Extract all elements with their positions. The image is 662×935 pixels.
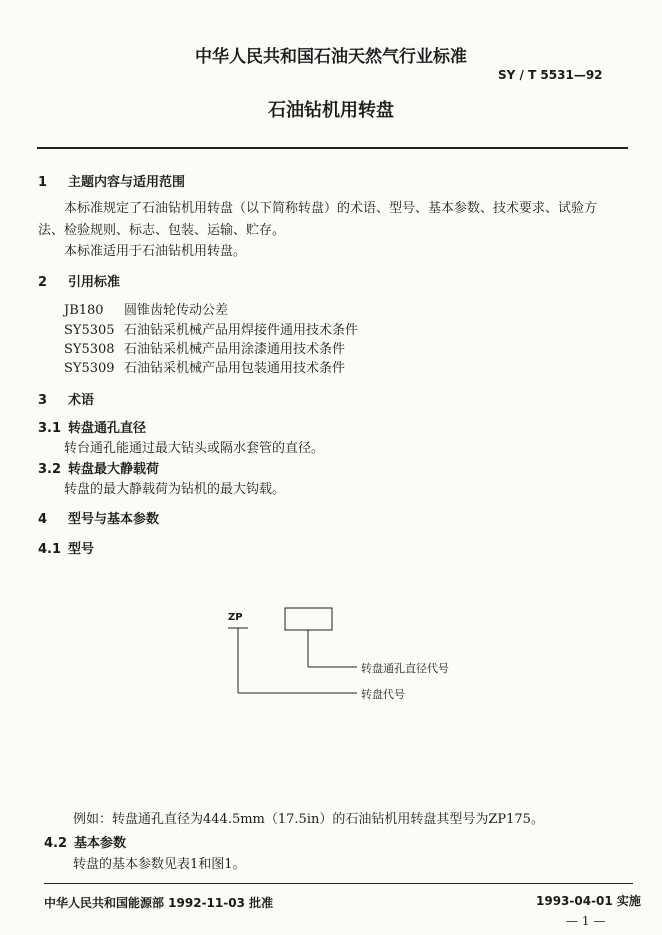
term-3-2-heading: 3.2 转盘最大静载荷 <box>38 462 160 477</box>
section-1-heading: 1 主题内容与适用范围 <box>38 175 186 190</box>
section-1-para-2: 本标准适用于石油钻机用转盘。 <box>64 244 247 259</box>
page-number: — 1 — <box>566 914 606 928</box>
bore-code-label: 转盘通孔直径代号 <box>361 662 449 675</box>
reference-item: SY5305 石油钻采机械产品用焊接件通用技术条件 <box>64 323 359 338</box>
standard-number: SY / T 5531—92 <box>498 68 603 82</box>
effective-date: 1993-04-01 实施 <box>536 894 641 908</box>
reference-item: SY5308 石油钻采机械产品用涂漆通用技术条件 <box>64 342 346 357</box>
section-4-1-heading: 4.1 型号 <box>38 542 95 557</box>
bore-code-box <box>285 608 332 630</box>
term-3-1-definition: 转台通孔能通过最大钻头或隔水套管的直径。 <box>64 441 325 456</box>
section-1-para-1-line-2: 法、检验规则、标志、包装、运输、贮存。 <box>38 223 286 238</box>
approval-line: 中华人民共和国能源部 1992-11-03 批准 <box>44 896 274 910</box>
section-4-heading: 4 型号与基本参数 <box>38 512 160 527</box>
model-example: 例如：转盘通孔直径为444.5mm（17.5in）的石油钻机用转盘其型号为ZP175。 <box>73 812 544 827</box>
prefix-code: ZP <box>228 612 243 623</box>
section-2-heading: 2 引用标准 <box>38 275 121 290</box>
reference-item: JB180 圆锥齿轮传动公差 <box>64 303 229 318</box>
term-3-1-heading: 3.1 转盘通孔直径 <box>38 421 147 436</box>
section-4-2-heading: 4.2 基本参数 <box>44 836 127 851</box>
org-title: 中华人民共和国石油天然气行业标准 <box>195 47 467 67</box>
section-3-heading: 3 术语 <box>38 393 95 408</box>
rotary-code-label: 转盘代号 <box>361 688 405 701</box>
document-title: 石油钻机用转盘 <box>268 100 394 121</box>
section-1-para-1-line-1: 本标准规定了石油钻机用转盘（以下简称转盘）的术语、型号、基本参数、技术要求、试验方 <box>64 201 598 216</box>
footer-rule <box>44 883 633 884</box>
term-3-2-definition: 转盘的最大静载荷为钻机的最大钩载。 <box>64 482 286 497</box>
section-4-2-text: 转盘的基本参数见表1和图1。 <box>73 857 246 872</box>
reference-item: SY5309 石油钻采机械产品用包装通用技术条件 <box>64 361 346 376</box>
